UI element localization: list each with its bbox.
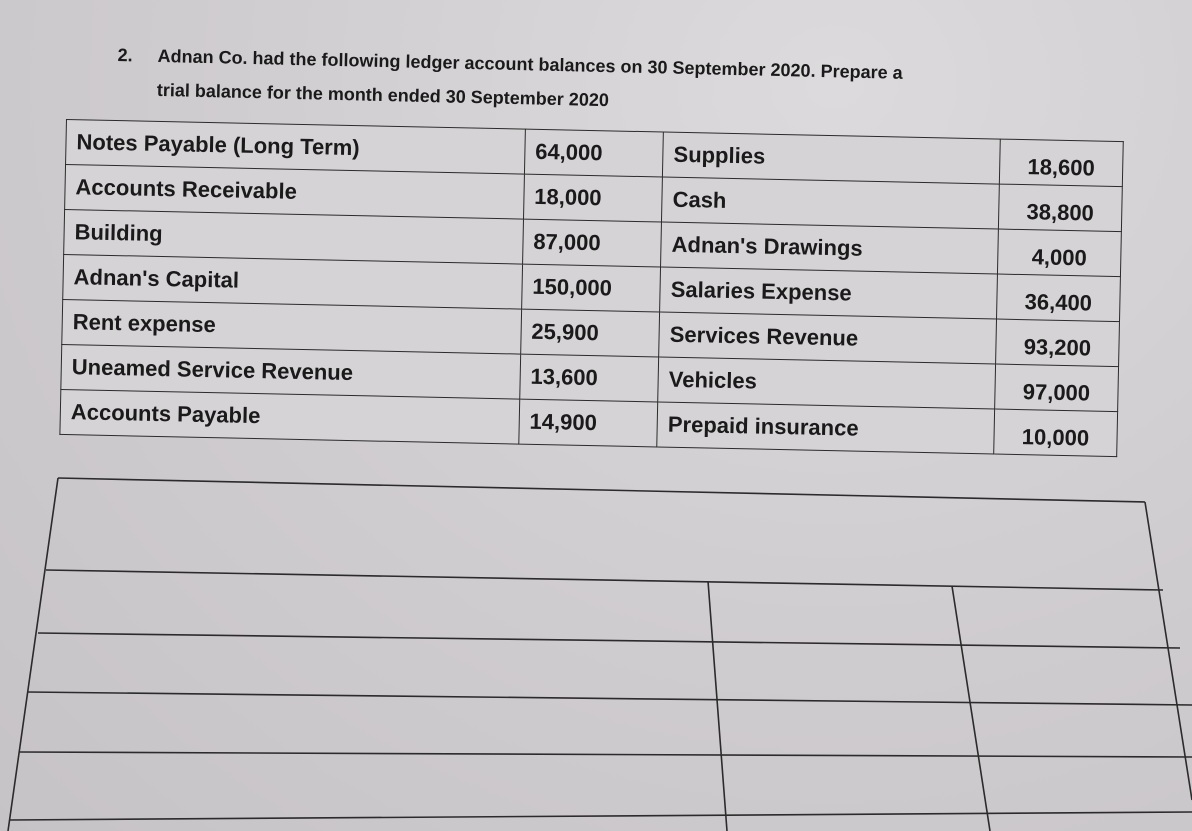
grid-right-border xyxy=(1145,502,1192,800)
account-balance-cell: 87,000 xyxy=(522,219,661,267)
grid-row-line xyxy=(38,633,1180,648)
account-name-cell: Adnan's Capital xyxy=(63,254,523,309)
account-name-cell: Rent expense xyxy=(62,299,522,354)
grid-credit-column-line xyxy=(952,586,990,831)
grid-row-line xyxy=(20,752,1192,757)
account-name-cell: Accounts Payable xyxy=(60,389,520,444)
account-name-cell: Accounts Receivable xyxy=(65,165,525,220)
account-balance-cell: 4,000 xyxy=(997,229,1121,277)
account-name-cell: Uneamed Service Revenue xyxy=(61,344,521,399)
account-balance-cell: 14,900 xyxy=(519,399,658,447)
question-number: 2. xyxy=(117,44,133,66)
account-name-cell: Notes Payable (Long Term) xyxy=(66,120,526,175)
account-name-cell: Building xyxy=(64,209,524,264)
account-balance-cell: 97,000 xyxy=(995,364,1119,412)
account-name-cell: Cash xyxy=(662,177,1000,229)
account-balance-cell: 10,000 xyxy=(994,409,1118,457)
question-line-2: trial balance for the month ended 30 September 2020 xyxy=(156,79,610,111)
question-prompt-1: Adnan Co. had the following ledger account balances on 30 September 2020. Prepare a xyxy=(157,45,903,83)
grid-left-border xyxy=(8,478,58,831)
account-balance-cell: 25,900 xyxy=(520,309,659,357)
account-name-cell: Vehicles xyxy=(658,357,996,409)
account-balance-cell: 38,800 xyxy=(998,184,1122,232)
account-balance-cell: 150,000 xyxy=(521,264,660,312)
grid-row-line xyxy=(28,692,1192,705)
account-name-cell: Services Revenue xyxy=(659,312,997,364)
account-balance-cell: 18,000 xyxy=(523,174,662,222)
account-name-cell: Prepaid insurance xyxy=(657,402,995,454)
account-name-cell: Salaries Expense xyxy=(660,267,998,319)
account-balance-cell: 93,200 xyxy=(995,319,1119,367)
account-balance-cell: 13,600 xyxy=(520,354,659,402)
account-balance-cell: 64,000 xyxy=(524,129,663,177)
account-balance-cell: 36,400 xyxy=(996,274,1120,322)
account-name-cell: Supplies xyxy=(663,132,1001,184)
grid-top-border xyxy=(58,478,1145,502)
account-balance-cell: 18,600 xyxy=(999,139,1123,187)
grid-debit-column-line xyxy=(708,581,727,831)
grid-row-line xyxy=(46,570,1163,590)
account-name-cell: Adnan's Drawings xyxy=(661,222,999,274)
grid-row-line xyxy=(10,812,1192,820)
